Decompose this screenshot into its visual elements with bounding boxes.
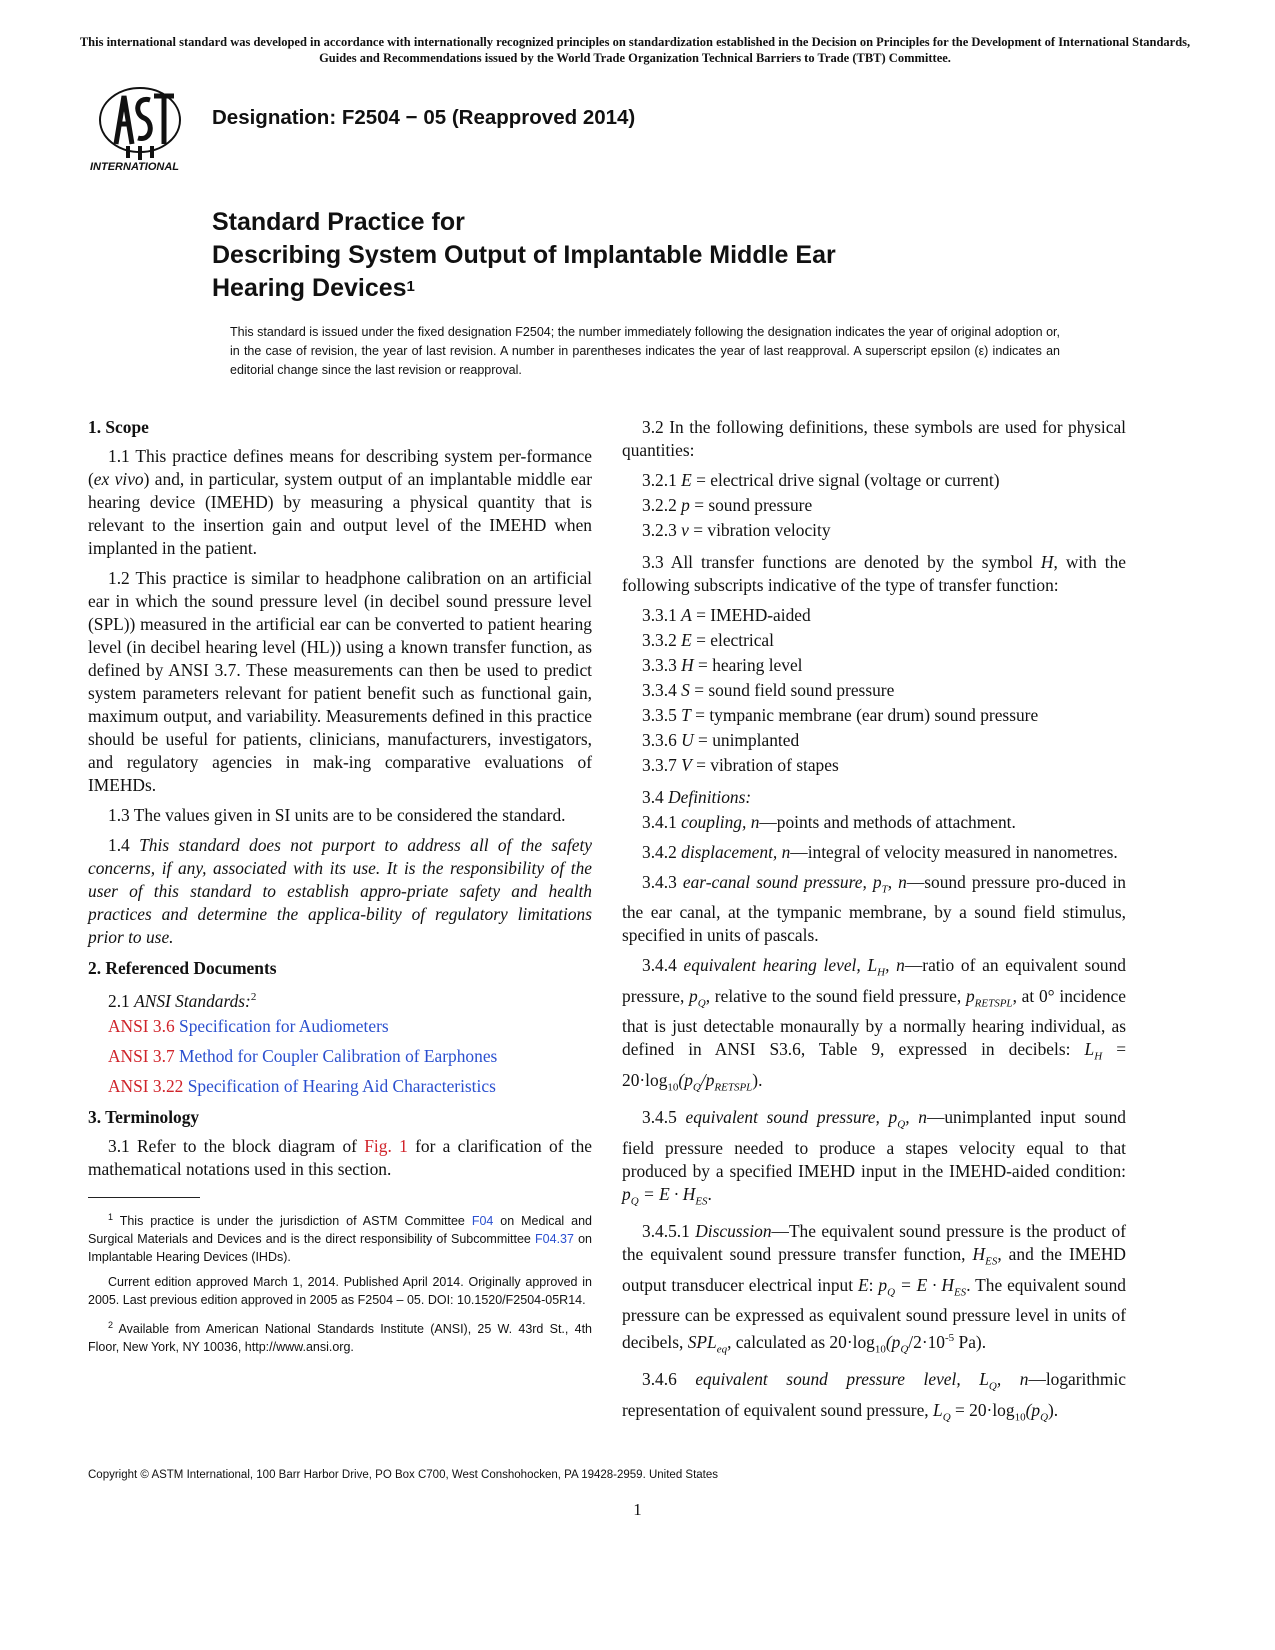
footnote-rule bbox=[88, 1197, 200, 1198]
reference-item bbox=[88, 1075, 592, 1098]
title-line-1: Standard Practice for bbox=[212, 208, 465, 236]
def-3-2-3: 3.2.3 v = vibration velocity bbox=[642, 520, 831, 540]
section-2-heading: 2. Referenced Documents bbox=[88, 958, 277, 978]
para-1-3: 1.3 The values given in SI units are to be considered the standard. bbox=[108, 805, 566, 825]
reference-code-link[interactable]: ANSI 3.7 bbox=[108, 1045, 175, 1066]
para-3-4-3: 3.4.3 ear-canal sound pressure, $p_T$, n—sound pressure pro-duced in the ear canal, at the tympanic membrane, by a sound field stimulus, specified in units of pascals. bbox=[622, 872, 1126, 946]
para-3-3: 3.3 All transfer functions are denoted by the symbol H, with the following subscripts indicative of the type of transfer function: bbox=[622, 552, 1126, 595]
f04-link[interactable]: F04 bbox=[471, 1213, 494, 1228]
para-3-1: 3.1 Refer to the block diagram of Fig. 1 for a clarification of the mathematical notations used in this section. bbox=[88, 1135, 592, 1179]
section-1-heading: 1. Scope bbox=[88, 417, 149, 437]
para-3-2: 3.2 In the following definitions, these symbols are used for physical quantities: bbox=[622, 417, 1126, 460]
tbt-notice: This international standard was developed in accordance with internationally recognized principles on standardization established in the Decision on Principles for the Development of International Standards, Guides and Recommendations issued by the World Trade Organization Technical Barriers to Trade (TBT) Committee. bbox=[79, 35, 1191, 65]
copyright-footer: Copyright © ASTM International, 100 Barr Harbor Drive, PO Box C700, West Conshohocken, PA 19428-2959. United States bbox=[88, 1469, 719, 1481]
reference-list bbox=[88, 1015, 592, 1098]
issue-statement: This standard is issued under the fixed designation F2504; the number immediately following the designation indicates the year of original adoption or, in the case of revision, the year of last revision. A number in parentheses indicates the year of last reapproval. A superscript epsilon (ε) indicates an editorial change since the last revision or reapproval. bbox=[230, 325, 1060, 377]
para-3-4-5: 3.4.5 equivalent sound pressure, $p_Q$, n—unimplanted input sound field pressure needed to produce a stapes velocity equal to that produced by a specified IMEHD input in the IMEHD-aided condition: $p_Q = E \cdot H_{ES}$. bbox=[622, 1107, 1126, 1208]
footnote-2: $^2$ Available from American National Standards Institute (ANSI), 25 W. 43rd St., 4th Floor, New York, NY 10036, http://www.ansi.org. bbox=[88, 1319, 592, 1355]
def-3-3-3: 3.3.3 H = hearing level bbox=[642, 655, 803, 675]
def-3-3-6: 3.3.6 U = unimplanted bbox=[642, 730, 800, 750]
footnote-1: $^1$ This practice is under the jurisdiction of ASTM Committee F04 on Medical and Surgical Materials and Devices and is the direct responsibility of Subcommittee F04.37 on Implantable Hearing Devices (IHDs). bbox=[88, 1211, 592, 1264]
footnote-1-edition: Current edition approved March 1, 2014. Published April 2014. Originally approved in 2005. Last previous edition approved in 2005 as F2504 – 05. DOI: 10.1520/F2504-05R14. bbox=[88, 1274, 592, 1307]
para-1-1: 1.1 This practice defines means for describing system per-formance (ex vivo) and, in particular, system output of an implantable middle ear hearing device (IMEHD) by measuring a physical quantity that is relevant to the insertion gain and output level of the IMEHD when implanted in the patient. bbox=[88, 446, 592, 558]
def-3-2-2: 3.2.2 p = sound pressure bbox=[642, 495, 813, 515]
para-2-1: 2.1 ANSI Standards:$^2$ bbox=[108, 990, 257, 1011]
reference-code-link[interactable]: ANSI 3.22 bbox=[108, 1075, 184, 1096]
designation: Designation: F2504 − 05 (Reapproved 2014) bbox=[212, 106, 636, 129]
astm-logo bbox=[88, 84, 198, 172]
para-3-4-5-1: 3.4.5.1 Discussion—The equivalent sound pressure is the product of the equivalent sound pressure transfer function, $H_{ES}$, and the IMEHD output transducer electrical input E: $p_Q = E \cdot H_{ES}$. The equivalent sound pressure can be expressed as equivalent sound pressure level in units of decibels, $SPL_{eq}$, calculated as $20\cdot\log_{10}(p_Q/2\cdot 10^{-5}$ Pa). bbox=[622, 1221, 1126, 1356]
section-3-heading: 3. Terminology bbox=[88, 1106, 200, 1127]
def-3-3-4: 3.3.4 S = sound field sound pressure bbox=[642, 680, 895, 700]
fig-1-link[interactable]: Fig. 1 bbox=[364, 1135, 408, 1156]
title-line-3: Hearing Devices$^1$ bbox=[212, 274, 415, 302]
astm-logo-icon bbox=[88, 84, 198, 172]
para-1-2: 1.2 This practice is similar to headphone calibration on an artificial ear in which the sound pressure level (in decibel sound pressure level (SPL)) measured in the artificial ear can be converted to patient hearing level (in decibel hearing level (HL)) using a known transfer function, as defined by ANSI 3.7. These measurements can then be used to predict system parameters relevant for patient benefit such as functional gain, maximum output, and variability. Measurements defined in this practice should be useful for patients, clinicians, manufacturers, investigators, and regulatory agencies in mak-ing comparative evaluations of IMEHDs. bbox=[88, 568, 592, 795]
para-3-4: 3.4 Definitions: bbox=[642, 787, 752, 807]
para-3-4-6: 3.4.6 equivalent sound pressure level, $L_Q$, n—logarithmic representation of equivalent sound pressure, $L_Q = 20\cdot\log_{10}(p_Q)$. bbox=[622, 1369, 1126, 1424]
reference-title-link[interactable]: Method for Coupler Calibration of Earphones bbox=[179, 1045, 498, 1066]
def-3-3-1: 3.3.1 A = IMEHD-aided bbox=[642, 605, 811, 625]
title-line-2: Describing System Output of Implantable Middle Ear bbox=[212, 241, 836, 269]
para-3-4-1: 3.4.1 coupling, n—points and methods of attachment. bbox=[642, 812, 1016, 832]
def-3-3-2: 3.3.2 E = electrical bbox=[642, 630, 774, 650]
page-number: 1 bbox=[633, 1500, 642, 1519]
para-3-4-4: 3.4.4 equivalent hearing level, $L_H$, n—ratio of an equivalent sound pressure, $p_Q$, relative to the sound field pressure, $p_{RETSPL}$, at 0° incidence that is just detectable monaurally by a normally hearing individual, as defined in ANSI S3.6, Table 9, expressed in decibels: $L_H = 20\cdot\log_{10}(p_Q/p_{RETSPL})$. bbox=[622, 955, 1126, 1094]
reference-item bbox=[88, 1045, 592, 1068]
reference-title-link[interactable]: Specification of Hearing Aid Characteristics bbox=[187, 1075, 496, 1096]
def-3-3-5: 3.3.5 T = tympanic membrane (ear drum) sound pressure bbox=[642, 705, 1039, 725]
left-column bbox=[88, 416, 592, 1363]
def-3-3-7: 3.3.7 V = vibration of stapes bbox=[642, 755, 839, 775]
document-title bbox=[212, 206, 836, 305]
reference-title-link[interactable]: Specification for Audiometers bbox=[179, 1015, 389, 1036]
logo-text: INTERNATIONAL bbox=[90, 161, 180, 172]
f04-37-link[interactable]: F04.37 bbox=[535, 1231, 574, 1246]
para-3-4-2: 3.4.2 displacement, n—integral of velocity measured in nanometres. bbox=[642, 842, 1118, 862]
para-1-4: 1.4 This standard does not purport to address all of the safety concerns, if any, associated with its use. It is the responsibility of the user of this standard to establish appro-priate safety and health practices and determine the applica-bility of regulatory limitations prior to use. bbox=[88, 835, 592, 947]
def-3-2-1: 3.2.1 E = electrical drive signal (voltage or current) bbox=[642, 470, 1000, 490]
reference-code-link[interactable]: ANSI 3.6 bbox=[108, 1015, 175, 1036]
reference-item bbox=[88, 1015, 592, 1038]
right-column bbox=[622, 416, 1126, 1436]
